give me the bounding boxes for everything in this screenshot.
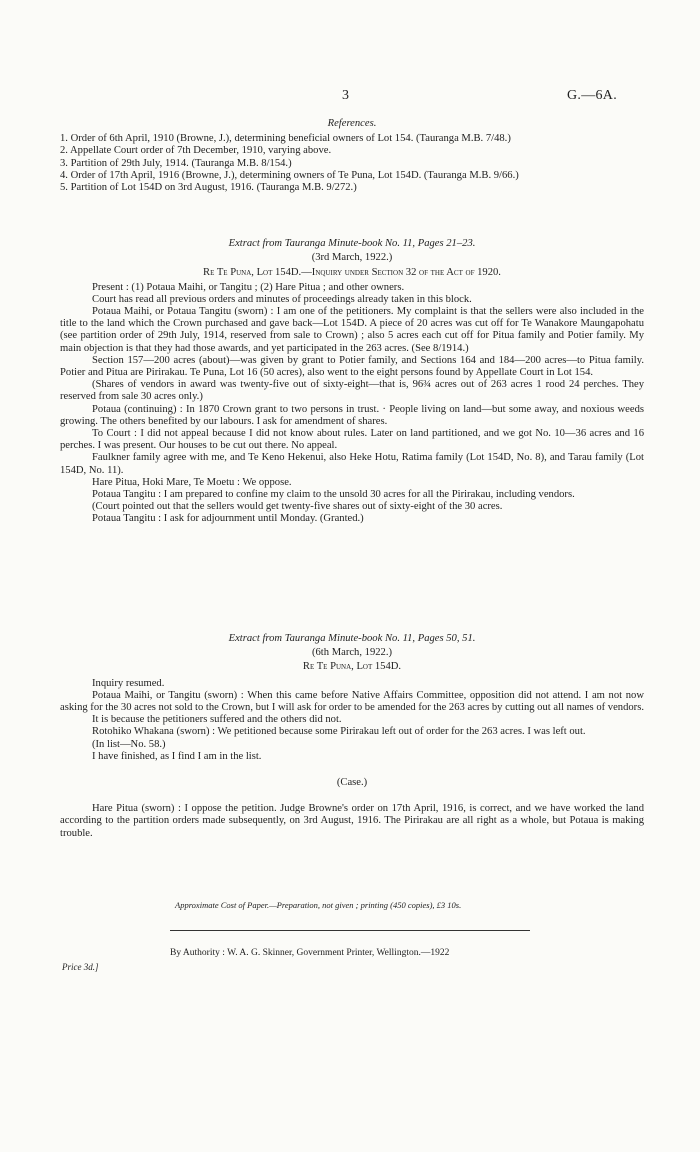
extract-1-title: Extract from Tauranga Minute-book No. 11, Pages 21–23. xyxy=(228,238,476,249)
page-number: 3 xyxy=(342,88,349,103)
paragraph: (In list—No. 58.) xyxy=(92,738,166,750)
paragraph: (Shares of vendors in award was twenty-five out of sixty-eight—that is, 96¾ acres out of 263 acres 1 rood 24 perches. They reserved from sale 30 acres only.) xyxy=(60,379,644,403)
case-heading: (Case.) xyxy=(336,777,368,789)
reference-item: 1. Order of 6th April, 1910 (Browne, J.), determining beneficial owners of Lot 154. (Tauranga M.B. 7/48.) xyxy=(60,133,511,145)
reference-item: 2. Appellate Court order of 7th December, 1910, varying above. xyxy=(60,145,332,157)
paragraph: Potaua Maihi, or Potaua Tangitu (sworn) : I am one of the petitioners. My complaint is that the sellers were also included in the title to the land which the Crown purchased and gave back—Lot 154D. A piece of 20 acres was cut off for Te Wanakore Maungapohatu (see partition order of 29th July, 1914, reserved from sale to Crown) ; also 5 acres each cut off for Pitua family and Potier family. My main objection is that they had those awards, and yet participated in the 263 acres. (See 8/1914.) xyxy=(60,306,644,354)
price-note: Price 3d.] xyxy=(62,962,99,972)
paragraph: Hare Pitua, Hoki Mare, Te Moetu : We oppose. xyxy=(92,476,292,488)
extract-2-title: Extract from Tauranga Minute-book No. 11, Pages 50, 51. xyxy=(228,633,476,644)
paragraph: It is because the petitioners suffered and the others did not. xyxy=(92,714,342,726)
cost-note: Approximate Cost of Paper.—Preparation, not given ; printing (450 copies), £3 10s. xyxy=(175,900,462,910)
paragraph: I have finished, as I find I am in the list. xyxy=(92,750,262,762)
paragraph: Rotohiko Whakana (sworn) : We petitioned because some Pirirakau left out of order for the 263 acres. I was left out. xyxy=(92,726,586,738)
paragraph: Present : (1) Potaua Maihi, or Tangitu ; (2) Hare Pitua ; and other owners. xyxy=(92,281,405,293)
reference-item: 4. Order of 17th April, 1916 (Browne, J.), determining owners of Te Puna, Lot 154D. (Tauranga M.B. 9/66.) xyxy=(60,169,519,181)
reference-item: 3. Partition of 29th July, 1914. (Tauranga M.B. 8/154.) xyxy=(60,157,292,169)
paragraph: Potaua Tangitu : I ask for adjournment until Monday. (Granted.) xyxy=(92,513,364,525)
extract-1-date: (3rd March, 1922.) xyxy=(311,252,393,264)
paragraph: Hare Pitua (sworn) : I oppose the petition. Judge Browne's order on 17th April, 1916, is correct, and we have worked the land according to the partition orders made subsequently, on 3rd August, 1916. The Pirirakau are all right as a whole, but Potaua is making trouble. xyxy=(60,803,644,839)
footer-rule xyxy=(170,930,530,931)
references-section xyxy=(60,118,644,194)
paragraph: Faulkner family agree with me, and Te Keno Hekenui, also Heke Hotu, Ratima family (Lot 154D, No. 8), and Tarau family (Lot 154D, No. 11). xyxy=(60,452,644,476)
paragraph: Inquiry resumed. xyxy=(92,677,165,689)
extract-1-re-line: Re Te Puna, Lot 154D.—Inquiry under Section 32 of the Act of 1920. xyxy=(203,267,501,279)
paragraph: Potaua Tangitu : I am prepared to confine my claim to the unsold 30 acres for all the Pirirakau, including vendors. xyxy=(92,489,575,501)
extract-2-re-line: Re Te Puna, Lot 154D. xyxy=(302,661,402,673)
paragraph: Section 157—200 acres (about)—was given by grant to Potier family, and Sections 164 and 184—200 acres—to Pitua family. Potier and Pitua are Pirirakau. Te Puna, Lot 16 (50 acres), also went to the eight persons found by Appellate Court in Lot 154. xyxy=(60,354,644,379)
paragraph: To Court : I did not appeal because I did not know about rules. Later on land partitioned, and we got No. 10—36 acres and 16 perches. I was present. Our houses to be cut out there. No appeal. xyxy=(60,428,644,452)
extract-2-section xyxy=(60,633,644,840)
extract-2-date: (6th March, 1922.) xyxy=(311,647,393,659)
extract-1-section xyxy=(60,238,644,526)
paragraph: Potaua (continuing) : In 1870 Crown grant to two persons in trust. · People living on land—but some away, and noxious weeds growing. The others benefited by our labours. I ask for amendment of shares. xyxy=(60,403,644,427)
paragraph: Potaua Maihi, or Tangitu (sworn) : When this came before Native Affairs Committee, opposition did not attend. I am not now asking for the 30 acres not sold to the Crown, but I will ask for order to be amended for the 263 acres by cutting out all names of vendors. xyxy=(60,689,644,714)
paragraph: (Court pointed out that the sellers would get twenty-five shares out of sixty-eight of the 30 acres. xyxy=(92,501,503,513)
reference-item: 5. Partition of Lot 154D on 3rd August, 1916. (Tauranga M.B. 9/272.) xyxy=(60,182,357,194)
references-title: References. xyxy=(327,118,377,129)
document-code: G.—6A. xyxy=(567,88,618,103)
authority-line: By Authority : W. A. G. Skinner, Government Printer, Wellington.—1922 xyxy=(170,948,450,958)
paragraph: Court has read all previous orders and minutes of proceedings already taken in this block. xyxy=(92,293,472,305)
